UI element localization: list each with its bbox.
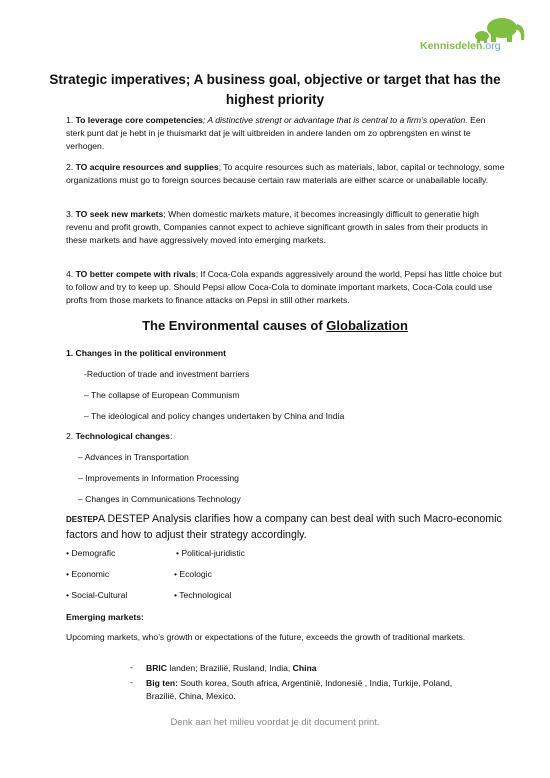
destep-factor: • Social-Cultural [66, 590, 128, 600]
bigten-line-2: Brazilië, China, Mexico. [146, 691, 236, 701]
imperative-heading: To leverage core competencies [75, 115, 203, 125]
imperative-text: ; If Coca-Cola expands aggressively around the world, Pepsi has little choice but to follow and try to keep up. Should Pepsi allow Coca-Cola to dominate important markets, Coca-Cola could use profts from those markets to finance attacks on Pepsi in still other markets. [66, 269, 502, 306]
bigten-line [146, 677, 452, 689]
imperative-3 [66, 208, 506, 248]
bigten-label: Big ten: [146, 678, 178, 688]
imperative-4 [66, 268, 506, 308]
imperative-2 [66, 161, 506, 187]
tech-heading-number: 2. [66, 431, 76, 441]
bric-line [146, 662, 317, 674]
bric-text: landen; Brazilië, Rusland, India, [167, 663, 293, 673]
political-heading: 1. Changes in the political environment [66, 348, 226, 358]
imperative-number: 4. [66, 269, 74, 279]
imperative-number: 1. [66, 115, 74, 125]
imperative-1 [66, 114, 506, 154]
footer-note: Denk aan het milieu voordat je dit document print. [170, 717, 380, 728]
destep-paragraph [66, 512, 506, 543]
tech-heading-text: Technological changes [75, 431, 170, 441]
tech-item: – Improvements in Information Processing [78, 473, 239, 483]
destep-factor: • Economic [66, 569, 110, 579]
imperative-text: ; When domestic markets mature, it becomes increasingly difficult to generatie high revenu and profit growth, Companies cannot expect to achieve significant growth in sales from their products in these markets and have aggressively moved into emerging markets. [66, 209, 488, 246]
logo-suffix: .org [482, 40, 501, 52]
tech-item: – Changes in Communications Technology [78, 494, 241, 504]
page-title: Strategic imperatives; A business goal, objective or target that has the highest priority [49, 72, 501, 107]
political-item: – The ideological and policy changes undertaken by China and India [84, 411, 345, 421]
imperative-number: 2. [66, 162, 74, 172]
logo-text [420, 40, 501, 52]
emerging-heading: Emerging markets: [66, 612, 144, 622]
heading-prefix: The Environmental causes of [142, 318, 327, 333]
bric-dash: - [130, 662, 133, 672]
imperative-definition: ; A distinctive strengt or advantage that is central to a firm’s operation. [202, 115, 468, 125]
tech-heading [66, 430, 172, 442]
bric-last: China [292, 663, 317, 673]
heading-underlined-word: Globalization [326, 318, 408, 333]
destep-factor: • Political-juridistic [176, 548, 245, 558]
imperative-text: Een sterk punt dat je hebt in je thuismarkt dat je wilt uitbreiden in andere landen om zo opbrengsten en winst te verhogen. [66, 115, 486, 152]
imperative-number: 3. [66, 209, 74, 219]
imperative-heading: TO better compete with rivals [75, 269, 196, 279]
destep-label: DESTEP [66, 515, 99, 524]
imperative-heading: TO acquire resources and supplies [75, 162, 219, 172]
destep-factor: • Ecologic [174, 569, 212, 579]
destep-factor: • Demografic [66, 548, 116, 558]
tech-item: – Advances in Transportation [78, 452, 189, 462]
political-item: – The collapse of European Communism [84, 390, 240, 400]
imperative-text: ; To acquire resources such as materials, labor, capital or technology, some organizations must go to foreign sources because certain raw materials are either scarce or unabailable locally. [66, 162, 505, 186]
kennisdelen-logo[interactable] [420, 14, 530, 64]
emerging-text: Upcoming markets, who’s growth or expectations of the future, exceeds the growth of traditional markets. [66, 632, 466, 642]
destep-text: A DESTEP Analysis clarifies how a company can best deal with such Macro-economic factors and how to adjust their strategy accordingly. [66, 513, 502, 541]
destep-factor: • Technological [174, 590, 232, 600]
bigten-text: South korea, South africa, Argentinië, Indonesië , India, Turkije, Poland, [177, 678, 453, 688]
tech-heading-colon: : [169, 431, 173, 441]
political-item: -Reduction of trade and investment barriers [84, 369, 250, 379]
bigten-dash: - [130, 677, 133, 687]
bric-label: BRIC [146, 663, 168, 673]
section-heading-globalization [40, 318, 510, 333]
imperative-heading: TO seek new markets [75, 209, 164, 219]
logo-name: Kennisdelen [420, 40, 483, 52]
